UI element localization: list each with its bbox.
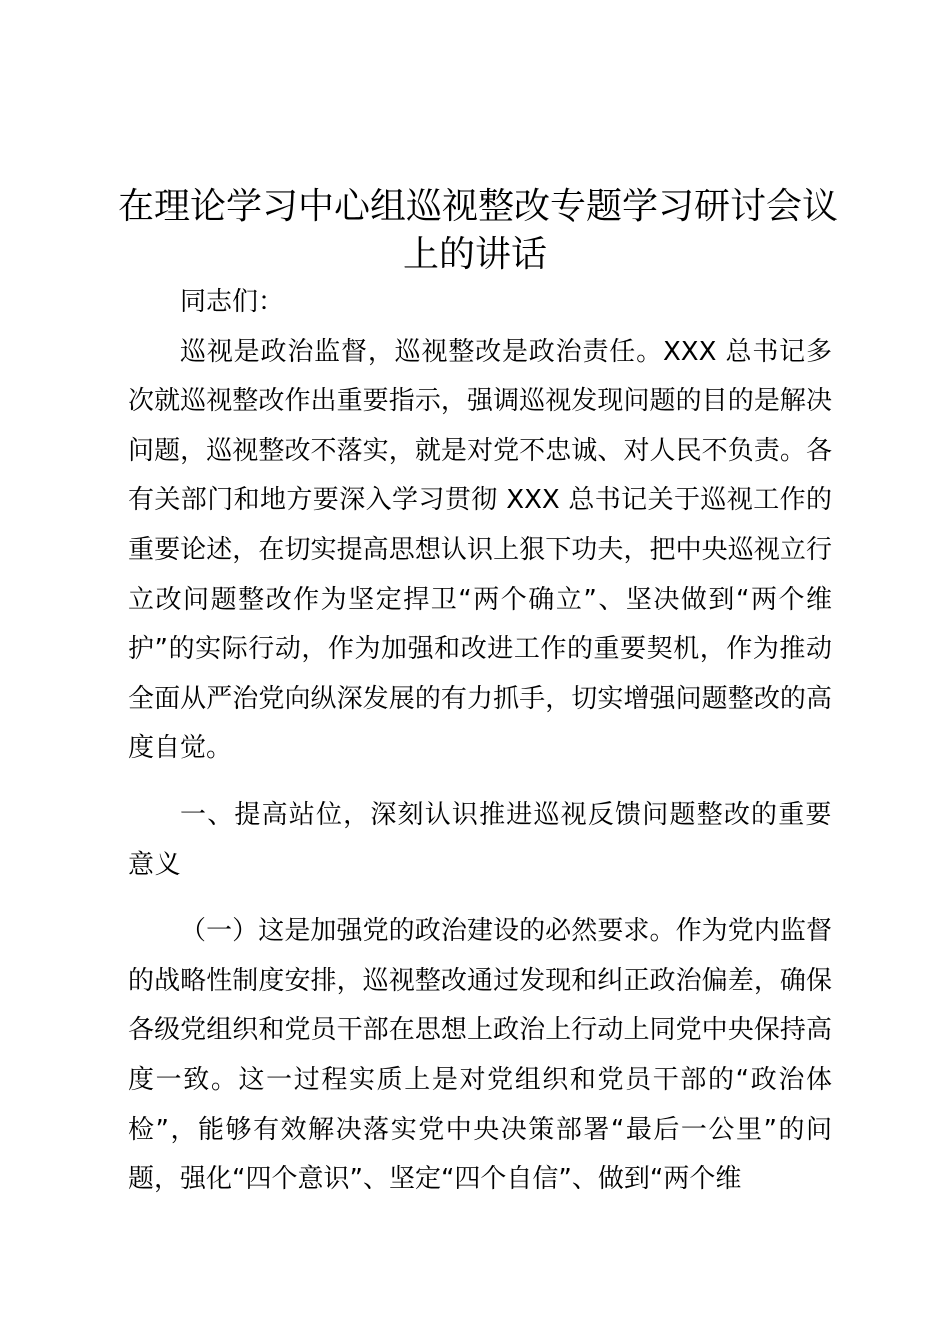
greeting: 同志们：	[180, 287, 285, 317]
title-line-2: 上的讲话	[402, 234, 547, 275]
document-body	[128, 278, 832, 1205]
section-heading-1: 一、提高站位，深刻认识推进巡视反馈问题整改的重要意义	[128, 799, 832, 880]
intro-paragraph: 巡视是政治监督，巡视整改是政治责任。XXX 总书记多次就巡视整改作出重要指示，强调巡视发现问题的目的是解决问题，巡视整改不落实，就是对党不忠诚、对人民不负责。各有关部门和地方要深入学习贯彻 XXX 总书记关于巡视工作的重要论述，在切实提高思想认识上狠下功夫，把中央巡视立行立改问题整改作为坚定捍卫“两个确立”、坚决做到“两个维护”的实际行动，作为加强和改进工作的重要契机，作为推动全面从严治党向纵深发展的有力抓手，切实增强问题整改的高度自觉。	[128, 336, 832, 764]
subsection-paragraph-1: （一）这是加强党的政治建设的必然要求。作为党内监督的战略性制度安排，巡视整改通过发现和纠正政治偏差，确保各级党组织和党员干部在思想上政治上行动上同党中央保持高度一致。这一过程实质上是对党组织和党员干部的“政治体检”，能够有效解决落实党中央决策部署“最后一公里”的问题，强化“四个意识”、坚定“四个自信”、做到“两个维	[128, 916, 832, 1195]
document-title	[118, 183, 839, 279]
title-line-1: 在理论学习中心组巡视整改专题学习研讨会议	[118, 186, 839, 227]
